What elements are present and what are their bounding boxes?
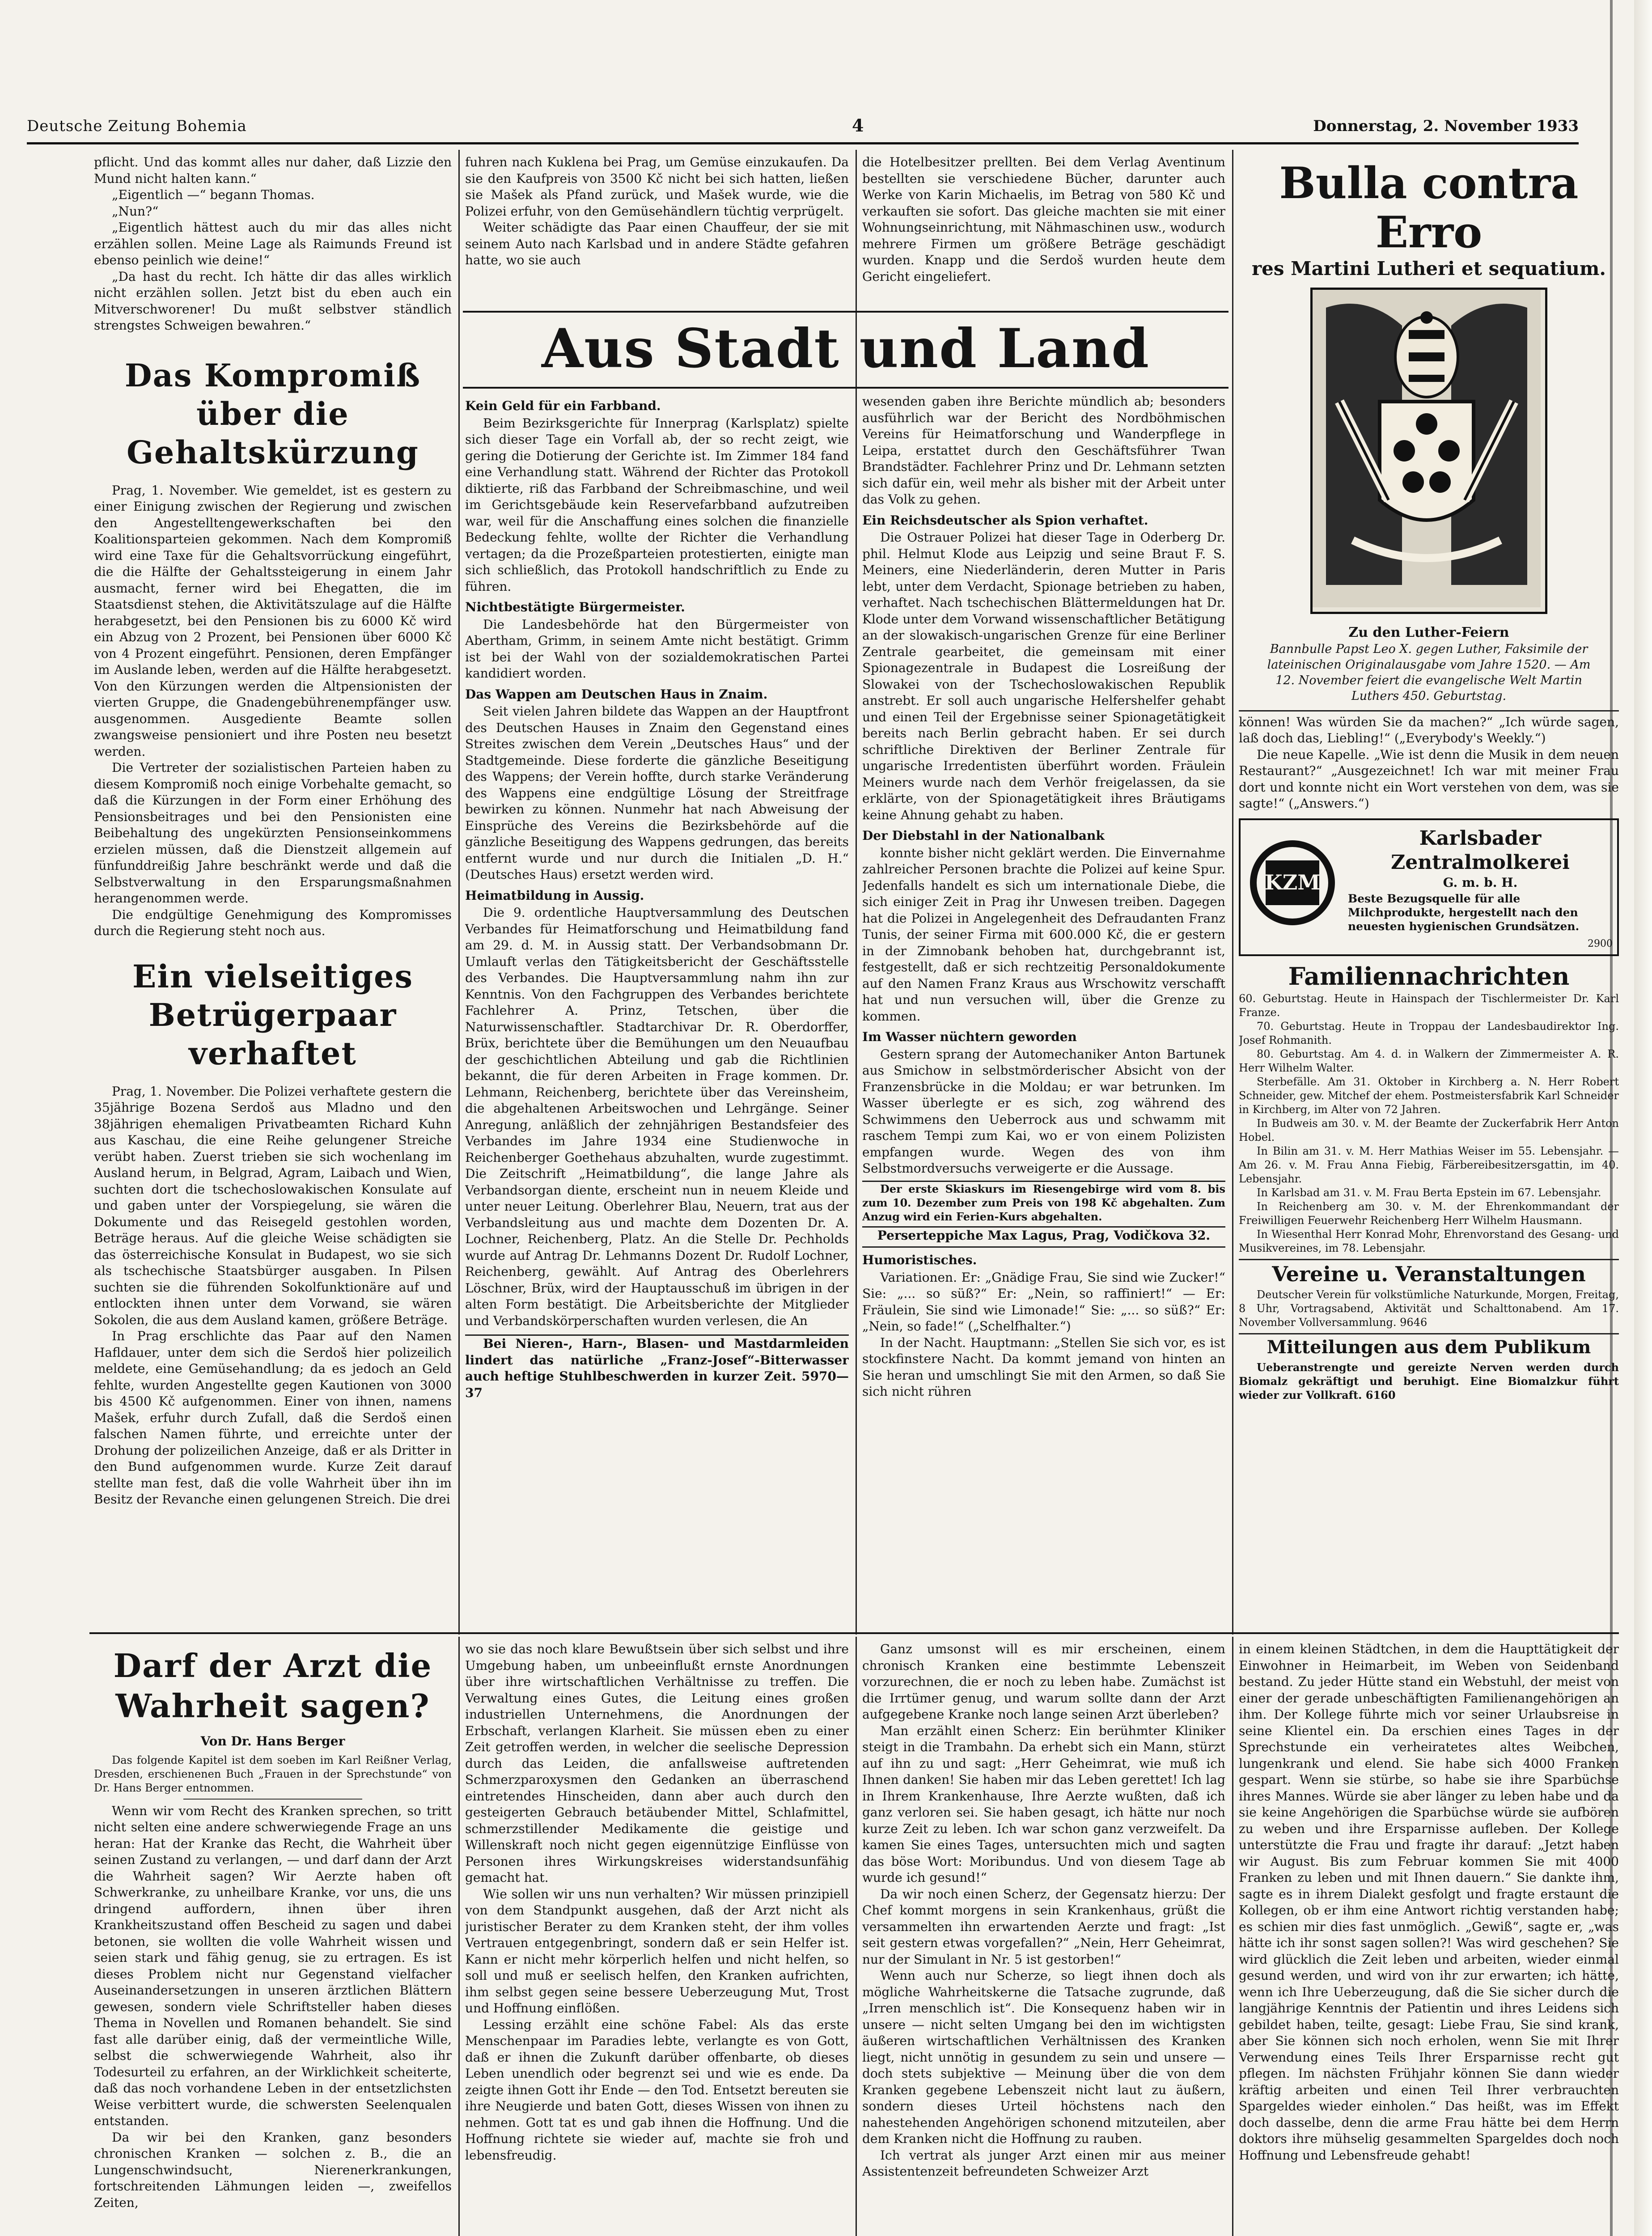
column-rule [1232,150,1233,1635]
news-text: Die Ostrauer Polizei hat dieser Tage in Oderberg Dr. phil. Helmut Klode aus Leipzig und seine Braut F. S. Meiners, eine Niederländerin, deren Mutter in Paris lebt, unter dem Verdacht, Spionage betrieben zu haben, verhaftet. Nach tschechischen Blättermeldungen hat Dr. Klode unter dem Vorwand wissenschaftlicher Betätigung an der slowakisch-ungarischen Grenze für eine Berliner Zentrale gearbeitet, die gemeinsam mit einer Spionagezentrale in Budapest die Losreißung der Slowakei von der Tschechoslowakischen Republik anstrebt. Er soll auch ungarische Helfershelfer gehabt und einen Teil der Ergebnisse seiner Spionagetätigkeit bereits nach Berlin gebracht haben. Er sei durch schriftliche Direktiven der Berliner Zentrale für ungarische Irredentisten überführt worden. Fräulein Meiners wurde nach dem Verhör freigelassen, da sie erklärte, von der Spionagetätigkeit ihres Bräutigams keine Ahnung gehabt zu haben. [862,530,1225,822]
family-news-title: Familiennachrichten [1288,961,1570,991]
article-paragraph: Die Vertreter der sozialistischen Parteien haben zu diesem Kompromiß noch einige Vorbehalte gemacht, so daß die Kürzungen in der Form einer Erhöhung des Pensionsbeitrages und bei den Pensionisten eine Beibehaltung des ungekürzten Pensionseinkommens erzielen müssen, daß die Dienstzeit allgemein auf fünfunddreißig Jahre beschränkt werde und daß die Selbstverwaltung in den Ersparungsmaßnahmen herangenommen werde. [94,760,452,906]
article-paragraph: Da wir bei den Kranken, ganz besonders chronischen Kranken — solchen z. B., die an Lungenschwindsucht, Nierenerkrankungen, fortschreitenden Lähmungen leiden —, zweifellos Zeiten, [94,2130,452,2210]
news-subhead: Kein Geld für ein Farbband. [465,398,661,413]
continuation-text: „Da hast du recht. Ich hätte dir das alles wirklich nicht erzählen sollen. Jetzt bist du eben auch ein Mitverschworener! Du mußt selbstver ständlich strengstes Schweigen bewahren.“ [94,269,452,333]
continuation-text: die Hotelbesitzer prellten. Bei dem Verlag Aventinum bestellten sie verschiedene Bücher, darunter auch Werke von Karin Michaelis, im Betrag von 580 Kč und verkauften sie sofort. Das gleiche machten sie mit einer Wohnungseinrichtung, mit Nähmaschinen usw., wodurch mehrere Firmen um größere Beträge geschädigt wurden. Knapp und die Serdoš wurden heute dem Gericht eingeliefert. [862,155,1225,284]
family-news-item: In Budweis am 30. v. M. der Beamte der Zuckerfabrik Herr Anton Hobel. [1239,1117,1619,1143]
family-news-item: 60. Geburtstag. Heute in Hainspach der Tischlermeister Dr. Karl Franze. [1239,992,1619,1019]
page-header [27,111,1579,144]
section-rule-top [463,311,1228,313]
news-subhead: Im Wasser nüchtern geworden [862,1029,1077,1044]
vereins-text: Deutscher Verein für volkstümliche Naturkunde, Morgen, Freitag, 8 Uhr, Vortragsabend, Aktivität und Schalttonabend. Am 17. November Vollversammlung. 9646 [1239,1288,1619,1329]
paper-name: Deutsche Zeitung Bohemia [27,117,247,135]
bottom-column-4 [1239,1641,1619,2236]
headline-betruegerpaar: Ein vielseitiges Betrügerpaar verhaftet [132,957,413,1072]
news-text: Variationen. Er: „Gnädige Frau, Sie sind wie Zucker!“ Sie: „... so süß?“ Er: „Nein, so raffiniert!“ — Er: Fräulein, Sie sind wie Limonade!“ Sie: „... so süß?“ Er: „Nein, so fade!“ („Schelfhalter.“) [862,1270,1225,1334]
bull-subtitle: res Martini Lutheri et sequatium. [1251,258,1606,280]
image-caption-title: Zu den Luther-Feiern [1348,625,1509,640]
continuation-text: „Nun?“ [112,203,159,219]
article-paragraph: Wie sollen wir uns nun verhalten? Wir müssen prinzipiell von dem Standpunkt ausgehen, daß der Arzt nicht als juristischer Berater zu dem Kranken steht, der ihm volles Vertrauen entgegenbringt, sondern daß er sein Helfer ist. Kann er nicht mehr körperlich helfen und nicht helfen, so soll und muß er seelisch helfen, den Kranken aufrichten, ihm selbst gegen seine bessere Ueberzeugung Mut, Trost und Hoffnung einflößen. [465,1886,849,2016]
article-intro: Das folgende Kapitel ist dem soeben im Karl Reißner Verlag, Dresden, erschienenen Buch „Frauen in der Sprechstunde“ von Dr. Hans Berger entnommen. [94,1753,452,1794]
column-3-continuation [862,154,1225,302]
joke-text: Die neue Kapelle. „Wie ist denn die Musik in dem neuen Restaurant?“ „Ausgezeichnet! Ich war mit meiner Frau dort und konnte nicht ein Wort verstehen von dem, was sie sagte!“ („Answers.“) [1239,747,1619,811]
ad-code: 2900 [1588,938,1613,949]
article-byline: Von Dr. Hans Berger [200,1734,345,1749]
molkerei-emblem-icon [1248,834,1337,932]
family-news-item: Sterbefälle. Am 31. Oktober in Kirchberg a. N. Herr Robert Schneider, gew. Mitchef der ehem. Postmeistersfabrik Karl Schneider in Kirchberg, im Alter von 72 Jahren. [1239,1075,1619,1116]
article-paragraph: Ich vertrat als junger Arzt einen mir aus meiner Assistentenzeit befreundeten Schweizer Arzt [862,2147,1225,2179]
bottom-column-3 [862,1641,1225,2236]
continuation-text: Weiter schädigte das Paar einen Chauffeur, der sie mit seinem Auto nach Karlsbad und in andere Städte gefahren hatte, wo sie auch [465,220,849,267]
news-subhead: Ein Reichsdeutscher als Spion verhaftet. [862,512,1148,528]
news-text: konnte bisher nicht geklärt werden. Die Einvernahme zahlreicher Personen brachte die Polizei auf keine Spur. Jedenfalls handelt es sich um internationale Diebe, die sich einiger Zeit in Prag ihr Unwesen treiben. Dagegen hat die Polizei in Angelegenheit des Defraudanten Franz Tunis, der seiner Firma mit 600.000 Kč, die er gestern in der Zimnobank behoben hat, durchgebrannt ist, festgestellt, daß er sich rechtzeitig Personaldokumente auf den Namen Franz Kraus aus Wrschowitz verschafft hat und nun versuchen will, über die Grenze zu kommen. [862,845,1225,1024]
news-text: Gestern sprang der Automechaniker Anton Bartunek aus Smichow in selbstmörderischer Absicht von der Franzensbrücke in die Moldau; er war betrunken. Im Wasser überlegte er es sich, zog während des Schwimmens den Ueberrock aus und schwamm mit raschem Tempi zum Kai, wo er von einem Polizisten empfangen wurde. Wegen des von ihm Selbstmordversuchs verweigerte er die Aussage. [862,1046,1225,1176]
mitteilungen-text: Ueberanstrengte und gereizte Nerven werden durch Biomalz gekräftigt und beruhigt. Eine Biomalzkur führt wieder zur Vollkraft. 6160 [1239,1360,1619,1402]
column-rule [856,1637,857,2236]
column-rule [1232,1637,1233,2236]
column-1 [94,154,452,1630]
family-news-item: In Wiesenthal Herr Konrad Mohr, Ehrenvorstand des Gesang- und Musikvereines, im 78. Lebensjahr. [1239,1228,1619,1254]
news-subhead: Nichtbestätigte Bürgermeister. [465,600,685,614]
family-news-item: In Reichenberg am 30. v. M. der Ehrenkommandant der Freiwilligen Feuerwehr Reichenberg Herr Wilhelm Hausmann. [1239,1200,1619,1227]
news-text: Beim Bezirksgerichte für Innerprag (Karlsplatz) spielte sich dieser Tage ein Vorfall ab, der so recht zeigt, wie gering die Dotierung der Gerichte ist. Im Zimmer 184 fand eine Verhandlung statt. Während der Richter das Protokoll diktierte, riß das Farbband der Schreibmaschine, und weil im Gerichtsgebäude kein Reservefarbband aufzutreiben war, weil für die Anschaffung eines solchen die finanzielle Bedeckung fehlte, wollte der Richter die Verhandlung vertagen; da die Prozeßparteien protestierten, einigte man sich schließlich, das Protokoll handschriftlich zu Ende zu führen. [465,415,849,594]
article-paragraph: Die endgültige Genehmigung des Kompromisses durch die Regierung steht noch aus. [94,907,452,938]
section-column-right [862,394,1225,1628]
article-paragraph: Wenn wir vom Recht des Kranken sprechen, so tritt nicht selten eine andere schwerwiegende Frage an uns heran: Hat der Kranke das Recht, die Wahrheit über seinen Zustand zu verlangen, — und darf dann der Arzt die Wahrheit sagen? Wir Aerzte haben oft Schwerkranke, zu unheilbare Kranke, vor uns, die uns dringend auffordern, ihnen über ihren Krankheitszustand offen Bescheid zu sagen und dabei betonen, sie wollten die volle Wahrheit wissen und seien stark und fähig genug, sie zu ertragen. Es ist dieses Problem nicht nur Gegenstand vielfacher Auseinandersetzungen in unseren ärztlichen Blättern gewesen, sondern viele Schriftsteller haben dieses Thema in Novellen und Romanen behandelt. Sie sind fast alle darüber einig, daß der vermeintliche Wille, selbst die schwerwiegende Wahrheit, also ihr Todesurteil zu erfahren, an der Wirklichkeit scheiterte, daß das noch vorhandene Leben in der entsetzlichsten Weise verbittert wurde, die schwersten Seelenqualen entstanden. [94,1803,452,2128]
article-title-arzt: Darf der Arzt die Wahrheit sagen? [113,1647,432,1725]
ad-company-name: Karlsbader Zentralmolkerei [1391,826,1570,874]
family-news-item: 70. Geburtstag. Heute in Troppau der Landesbaudirektor Ing. Josef Rohmanith. [1239,1020,1619,1046]
news-subhead: Der Diebstahl in der Nationalbank [862,828,1105,843]
article-paragraph: Man erzählt einen Scherz: Ein berühmter Kliniker steigt in die Trambahn. Da erhebt sich ein Mann, stürzt auf ihn zu und sagt: „Herr Geheimrat, wie muß ich Ihnen danken! Sie haben mir das Leben gerettet! Ich lag in Ihrem Krankenhause, Ihre Aerzte wußten, daß ich ganz verloren sei. Sie haben gesagt, ich hätte nur noch kurze Zeit zu leben. Ich war schon ganz verzweifelt. Da kamen Sie eines Tages, untersuchten mich und sagten das böse Wort: Moribundus. Und von diesem Tage ab wurde ich gesund!“ [862,1723,1225,1885]
continuation-text: pflicht. Und das kommt alles nur daher, daß Lizzie den Mund nicht halten kann.“ [94,155,452,186]
news-subhead: Heimatbildung in Aussig. [465,888,644,903]
image-caption-text: Bannbulle Papst Leo X. gegen Luther, Faksimile der lateinischen Originalausgabe vom Jahre 1520. — Am 12. November feiert die evangelische Welt Martin Luthers 450. Geburtstag. [1267,642,1591,703]
column-4 [1239,154,1619,1630]
vereins-title: Vereine u. Veranstaltungen [1272,1262,1586,1286]
article-paragraph: in einem kleinen Städtchen, in dem die Haupttätigkeit der Einwohner in Heimarbeit, im Weben von Seidenband bestand. Zu jeder Hütte stand ein Webstuhl, der meist von einer der gerade unbeschäftigten Familienangehörigen an ihm. Der Kollege führte mich vor seiner Urlaubsreise in seine Klientel ein. Da erschien eines Tages in der Sprechstunde ein verheiratetes altes Weibchen, lungenkrank und elend. Sie habe sich 4000 Franken gespart. Wenn sie stürbe, so habe sie ihre Sparbüchse ihres Mannes. Würde sie aber länger zu leben habe und da sie keine Angehörigen die Sparbüchse würde sie aufbören zu weben und ihre Ersparnisse aufleben. Der Kollege unterstützte die Frau und fragte ihr darauf: „Jetzt haben wir August. Bis zum Februar kommen Sie mit 4000 Franken zu leben und mit Ihnen dauern.“ Sie dankte ihm, sagte es in ihrem Dialekt gesfolgt und fragte erstaunt die Kollegen, ob er ihm eine Antwort richtig verstanden habe; es schien mir dies fast unmöglich. „Gewiß“, sagte er, „was hätte ich ihr sonst sagen sollen?! Was wird geschehen? Sie wird glücklich die Zeit leben und arbeiten, wieder einmal gesund werden, und wird von ihr zur erwarten; ich hätte, wenn ich Ihre Ueberzeugung, daß die Sie sicher durch die langjährige Kenntnis der Patientin und ihres Leidens sich gebildet haben, teilte, gesagt: Liebe Frau, Sie sind krank, aber Sie können sich noch erholen, wenn Sie mit Ihrer Verwendung eines Teils Ihrer Ersparnisse recht gut pflegen. Im nächsten Frühjahr können Sie dann wieder kräftig arbeiten und einen Teil Ihrer verbrauchten Spargeldes wieder einholen.“ Das heißt, was im Effekt doch dasselbe, denn die arme Frau hätte bei dem Herrn doktors ihre mühselig gesammelten Spargeldes doch noch Hoffnung und Lebensfreude gehabt! [1239,1642,1619,2163]
coat-of-arms-illustration [1313,290,1541,607]
family-news-item: In Karlsbad am 31. v. M. Frau Berta Epstein im 67. Lebensjahr. [1257,1186,1601,1199]
svg-text:KZM: KZM [1264,870,1321,894]
bottom-column-2 [465,1641,849,2236]
bull-title: Bulla contra Erro [1279,158,1579,258]
article-paragraph: Lessing erzählt eine schöne Fabel: Als das erste Menschenpaar im Paradies lebte, verlangte es von Gott, daß er ihnen die Zukunft darüber offenbarte, ob dieses Leben unendlich oder begrenzt sei und wie es ende. Da zeigte ihnen Gott ihr Ende — den Tod. Entsetzt bereuten sie ihre Neugierde und baten Gott, dieses Wissen von ihnen zu nehmen. Gott tat es und gab ihnen die Hoffnung. Und die Hoffnung richtete sie wieder auf, machte sie froh und lebensfreudig. [465,2017,849,2163]
news-subhead: Das Wappen am Deutschen Haus in Znaim. [465,686,768,702]
issue-date: Donnerstag, 2. November 1933 [1313,117,1579,135]
page-number: 4 [852,115,864,136]
family-news-item: In Bilin am 31. v. M. Herr Mathias Weiser im 55. Lebensjahr. — Am 26. v. M. Frau Anna Fiebig, Färbereibesitzersgattin, im 40. Lebensjahr. [1239,1144,1619,1185]
advertisement-perserteppiche: Perserteppiche Max Lagus, Prag, Vodičkova 32. [877,1228,1211,1243]
news-text: wesenden gaben ihre Berichte mündlich ab; besonders ausführlich war der Bericht des Nordböhmischen Vereins für Heimatforschung und Wanderpflege in Leipa, erstattet durch den Geschäftsführer Twan Brandstädter. Fachlehrer Prinz und Dr. Lehmann setzten sich dafür ein, weil mehr als bisher mit der Arbeit unter das Volk zu gehen. [862,394,1225,507]
section-title: Aus Stadt und Land [541,317,1150,380]
news-text: Seit vielen Jahren bildete das Wappen an der Hauptfront des Deutschen Hauses in Znaim den Gegenstand eines Streites zwischen dem Verein „Deutsches Haus“ und der Stadtgemeinde. Diese forderte die gänzliche Beseitigung des Wappens; der Verein hoffte, durch starke Veränderung des Wappens eine endgültige Lösung der Streitfrage bewirken zu können. Nunmehr hat nach Abweisung der Einsprüche des Vereins die Bezirksbehörde auf die gänzliche Beseitigung des Wappens gedrungen, das bereits entfernt wurde und nur durch die Initialen „D. H.“ (Deutsches Haus) ersetzt werden wird. [465,704,849,882]
bottom-column-1 [94,1641,452,2236]
article-paragraph: wo sie das noch klare Bewußtsein über sich selbst und ihre Umgebung haben, um unbeeinflußt ernste Anordnungen über ihre wirtschaftlichen Verhältnisse zu treffen. Die Verwaltung eines Gutes, die Leitung eines großen industriellen Unternehmens, die Anordnungen der Erbschaft, verlangen Klarheit. Sie müssen eben zu einer Zeit getroffen werden, in welcher die seelische Depression durch das Leiden, die anfallsweise auftretenden Schmerzparoxysmen den Gedanken an überraschend eintretendes Hinscheiden, dann aber auch durch den gesteigerten Gebrauch betäubender Mittel, Schlafmittel, schmerzstillender Medikamente die geistige und Willenskraft noch nicht gegen eigennützige Einflüsse von Personen ihres Wirkungskreises widerstandsunfähig gemacht hat. [465,1642,849,1885]
article-paragraph: Wenn auch nur Scherze, so liegt ihnen doch als mögliche Wahrheitskerne die Tatsache zugrunde, daß „Irren menschlich ist“. Die Konsequenz haben wir in unsere — nicht selten Umgang bei den im wichtigsten äußeren wirtschaftlichen Verhältnissen des Kranken liegt, nicht unnötig in gesundem zu sein und unsere — doch stets subjektive — Meinung über die von dem Kranken gegebene Lebenszeit nicht laut zu äußern, sondern dieses Urteil höchstens nach den nahestehenden Angehörigen schonend mitzuteilen, aber dem Kranken nicht die Hoffnung zu rauben. [862,1968,1225,2146]
section-rule-bottom [463,387,1228,389]
news-text: Die Landesbehörde hat den Bürgermeister von Abertham, Grimm, in seinem Amte nicht bestätigt. Grimm ist bei der Wahl von der sozialdemokratischen Partei kandidiert worden. [465,617,849,681]
news-text: Die 9. ordentliche Hauptversammlung des Deutschen Verbandes für Heimatforschung und Heimatbildung fand am 29. d. M. in Aussig statt. Der Verbandsobmann Dr. Umlauft verlas den Tätigkeitsbericht der Geschäftsstelle des Verbandes. Die Hauptversammlung nahm ihn zur Kenntnis. Von den Fachgruppen des Verbandes berichtete Fachlehrer A. Prinz, Tetschen, über die Naturwissenschaftler. Stadtarchivar Dr. R. Oberdorffer, Brüx, berichtete über die Bemühungen um den Neuaufbau der geschichtlichen Abteilung und gab die Richtlinien bekannt, die für deren Arbeiten in Frage kommen. Dr. Lehmann, Reichenberg, berichtete über das Vereinsheim, die abgehaltenen Arbeitswochen und Lehrgänge. Seiner Anregung, anläßlich der zehnjährigen Bestandsfeier des Verbandes im Jahre 1934 eine Studienwoche in Reichenberger Goethehaus abzuhalten, wurde zugestimmt. Die Zeitschrift „Heimatbildung“, die lange Jahre als Verbandsorgan diente, erscheint nun in neuem Kleide und unter neuer Leitung. Oberlehrer Blau, Neuern, trat aus der Verbandsleitung aus und machte dem Dozenten Dr. A. Lochner, Reichenberg, Platz. An die Stelle Dr. Pechholds wurde auf Antrag Dr. Lehmanns Dozent Dr. Rudolf Lochner, Reichenberg, gewählt. Auf Antrag des Oberlehrers Löschner, Brüx, wird der Hauptausschuß im übrigen in der alten Form bestätigt. Die Arbeitsberichte der Mitglieder und Verbandskörperschaften wurden verlesen, die An [465,905,849,1328]
column-rule [458,150,460,1635]
column-rule [458,1637,460,2236]
column-2-continuation [465,154,849,302]
article-paragraph: Prag, 1. November. Wie gemeldet, ist es gestern zu einer Einigung zwischen der Regierung und zwischen den Angestelltengewerkschaften bei den Koalitionsparteien gekommen. Nach dem Kompromiß wird eine Taxe für die Gehaltsvorrückung eingeführt, die die Hälfte der Gehaltssteigerung in einem Jahr ausmacht, ferner wird bei Ehegatten, die im Staatsdienst stehen, die Aktivitätszulage auf die Hälfte herabgesetzt, bei den Pensionen bis zu 6000 Kč wird ein Abzug von 2 Prozent, bei Pensionen über 6000 Kč von 4 Prozent eingeführt. Pensionen, deren Empfänger im Auslande leben, werden auf die Hälfte herabgesetzt. Von den Kürzungen werden die Altpensionisten der vierten Gruppe, die Gnadengebührenempfänger usw. ausgenommen. Ausgediente Beamte sollen zwangsweise pensioniert und ihre Posten neu besetzt werden. [94,483,452,759]
advertisement-franz-josef: Bei Nieren-, Harn-, Blasen- und Mastdarmleiden lindert das natürliche „Franz-Josef“-Bitterwasser auch heftige Stuhlbeschwerden in kurzer Zeit. 5970—37 [465,1336,849,1400]
continuation-text: „Eigentlich hättest auch du mir das alles nicht erzählen sollen. Meine Lage als Raimunds Freund ist ebenso peinlich wie deine!“ [94,220,452,267]
article-paragraph: Ganz umsonst will es mir erscheinen, einem chronisch Kranken eine bestimmte Lebenszeit vorzurechnen, die er noch zu leben habe. Zumächst ist die Irrtümer genug, und warum sollte dann der Arzt aufgegebene Kranke noch lange seinen Arzt überleben? [862,1642,1225,1722]
advertisement-zentralmolkerei [1239,818,1619,956]
ad-company-form: G. m. b. H. [1443,875,1518,890]
ad-text: Beste Bezugsquelle für alle Milchprodukte, hergestellt nach den neuesten hygienischen Grundsätzen. [1348,892,1580,933]
notice-skikurs: Der erste Skiaskurs im Riesengebirge wird vom 8. bis zum 10. Dezember zum Preis von 198 Kč abgehalten. Zum Anzug wird ein Ferien-Kurs abgehalten. [862,1182,1225,1223]
article-paragraph: Da wir noch einen Scherz, der Gegensatz hierzu: Der Chef kommt morgens in sein Krankenhaus, grüßt die versammelten ihn erwartenden Aerzte und fragt: „Ist seit gestern etwas vorgefallen?“ „Nein, Herr Geheimrat, nur der Simulant in Nr. 5 ist gestorben!“ [862,1886,1225,1967]
news-subhead: Humoristisches. [862,1253,977,1267]
article-paragraph: Prag, 1. November. Die Polizei verhaftete gestern die 35jährige Bozena Serdoš aus Mladno und den 38jährigen ehemaligen Privatbeamten Richard Kuhn aus Kaschau, die eine Reihe gelungener Streiche verübt haben. Zuerst trieben sie sich wochenlang im Ausland herum, in Belgrad, Agram, Laibach und Wien, suchten dort die tschechoslowakischen Konsulate auf und gaben unter der Vorspiegelung, sie wären die Dokumente und das Reisegeld gestohlen worden, Beträge heraus. Auf die gleiche Weise schädigten sie das österreichische Konsulat in Budapest, wo sie sich als tschechische Staatsbürger ausgaben. In Pilsen suchten sie die führenden Sokolfunktionäre auf und entlockten ihnen unter dem Vorwand, sie wären Sokolen, die aus dem Ausland kamen, größere Beträge. [94,1084,452,1327]
family-news-item: 80. Geburtstag. Am 4. d. in Walkern der Zimmermeister A. R. Herr Wilhelm Walter. [1239,1047,1619,1074]
papal-coat-of-arms-image [1310,288,1547,614]
news-text: In der Nacht. Hauptmann: „Stellen Sie sich vor, es ist stockfinstere Nacht. Da kommt jemand von hinten an Sie heran und umschlingt Sie mit den Armen, so daß Sie sich nicht rühren [862,1335,1225,1399]
continuation-text: fuhren nach Kuklena bei Prag, um Gemüse einzukaufen. Da sie den Kaufpreis von 3500 Kč nicht bei sich hatten, ließen sie Mašek als Pfand zurück, und Mašek wurde, wie die Polizei erfuhr, von den Gemüsehändlern tüchtig verprügelt. [465,155,849,219]
page-divider [89,1632,1619,1634]
continuation-text: „Eigentlich —“ begann Thomas. [112,187,315,202]
joke-text: können! Was würden Sie da machen?“ „Ich würde sagen, laß doch das, Liebling!“ („Everybody's Weekly.“) [1239,714,1619,745]
article-paragraph: In Prag erschlichte das Paar auf den Namen Hafldauer, unter dem sich die Serdoš hier polizeilich meldete, eine Gemüsehandlung; da es jedoch an Geld fehlte, wurden Angestellte gegen Kautionen von 3000 bis 4500 Kč aufgenommen. Einer von ihnen, namens Mašek, erfuhr durch Zufall, daß die Serdoš einen falschen Namen führte, und erreichte unter der Drohung der polizeilichen Anzeige, daß er als Dritter in den Bund aufgenommen wurde. Kurze Zeit darauf stellte man fest, daß die volle Wahrheit über ihn im Besitz der Revanche einen gelungenen Streich. Die drei [94,1329,452,1507]
mitteilungen-title: Mitteilungen aus dem Publikum [1267,1336,1591,1358]
section-column-left [465,394,849,1628]
headline-gehaltskuerzung: Das Kompromiß über die Gehaltskürzung [124,356,421,471]
scan-edge [1634,0,1652,2236]
